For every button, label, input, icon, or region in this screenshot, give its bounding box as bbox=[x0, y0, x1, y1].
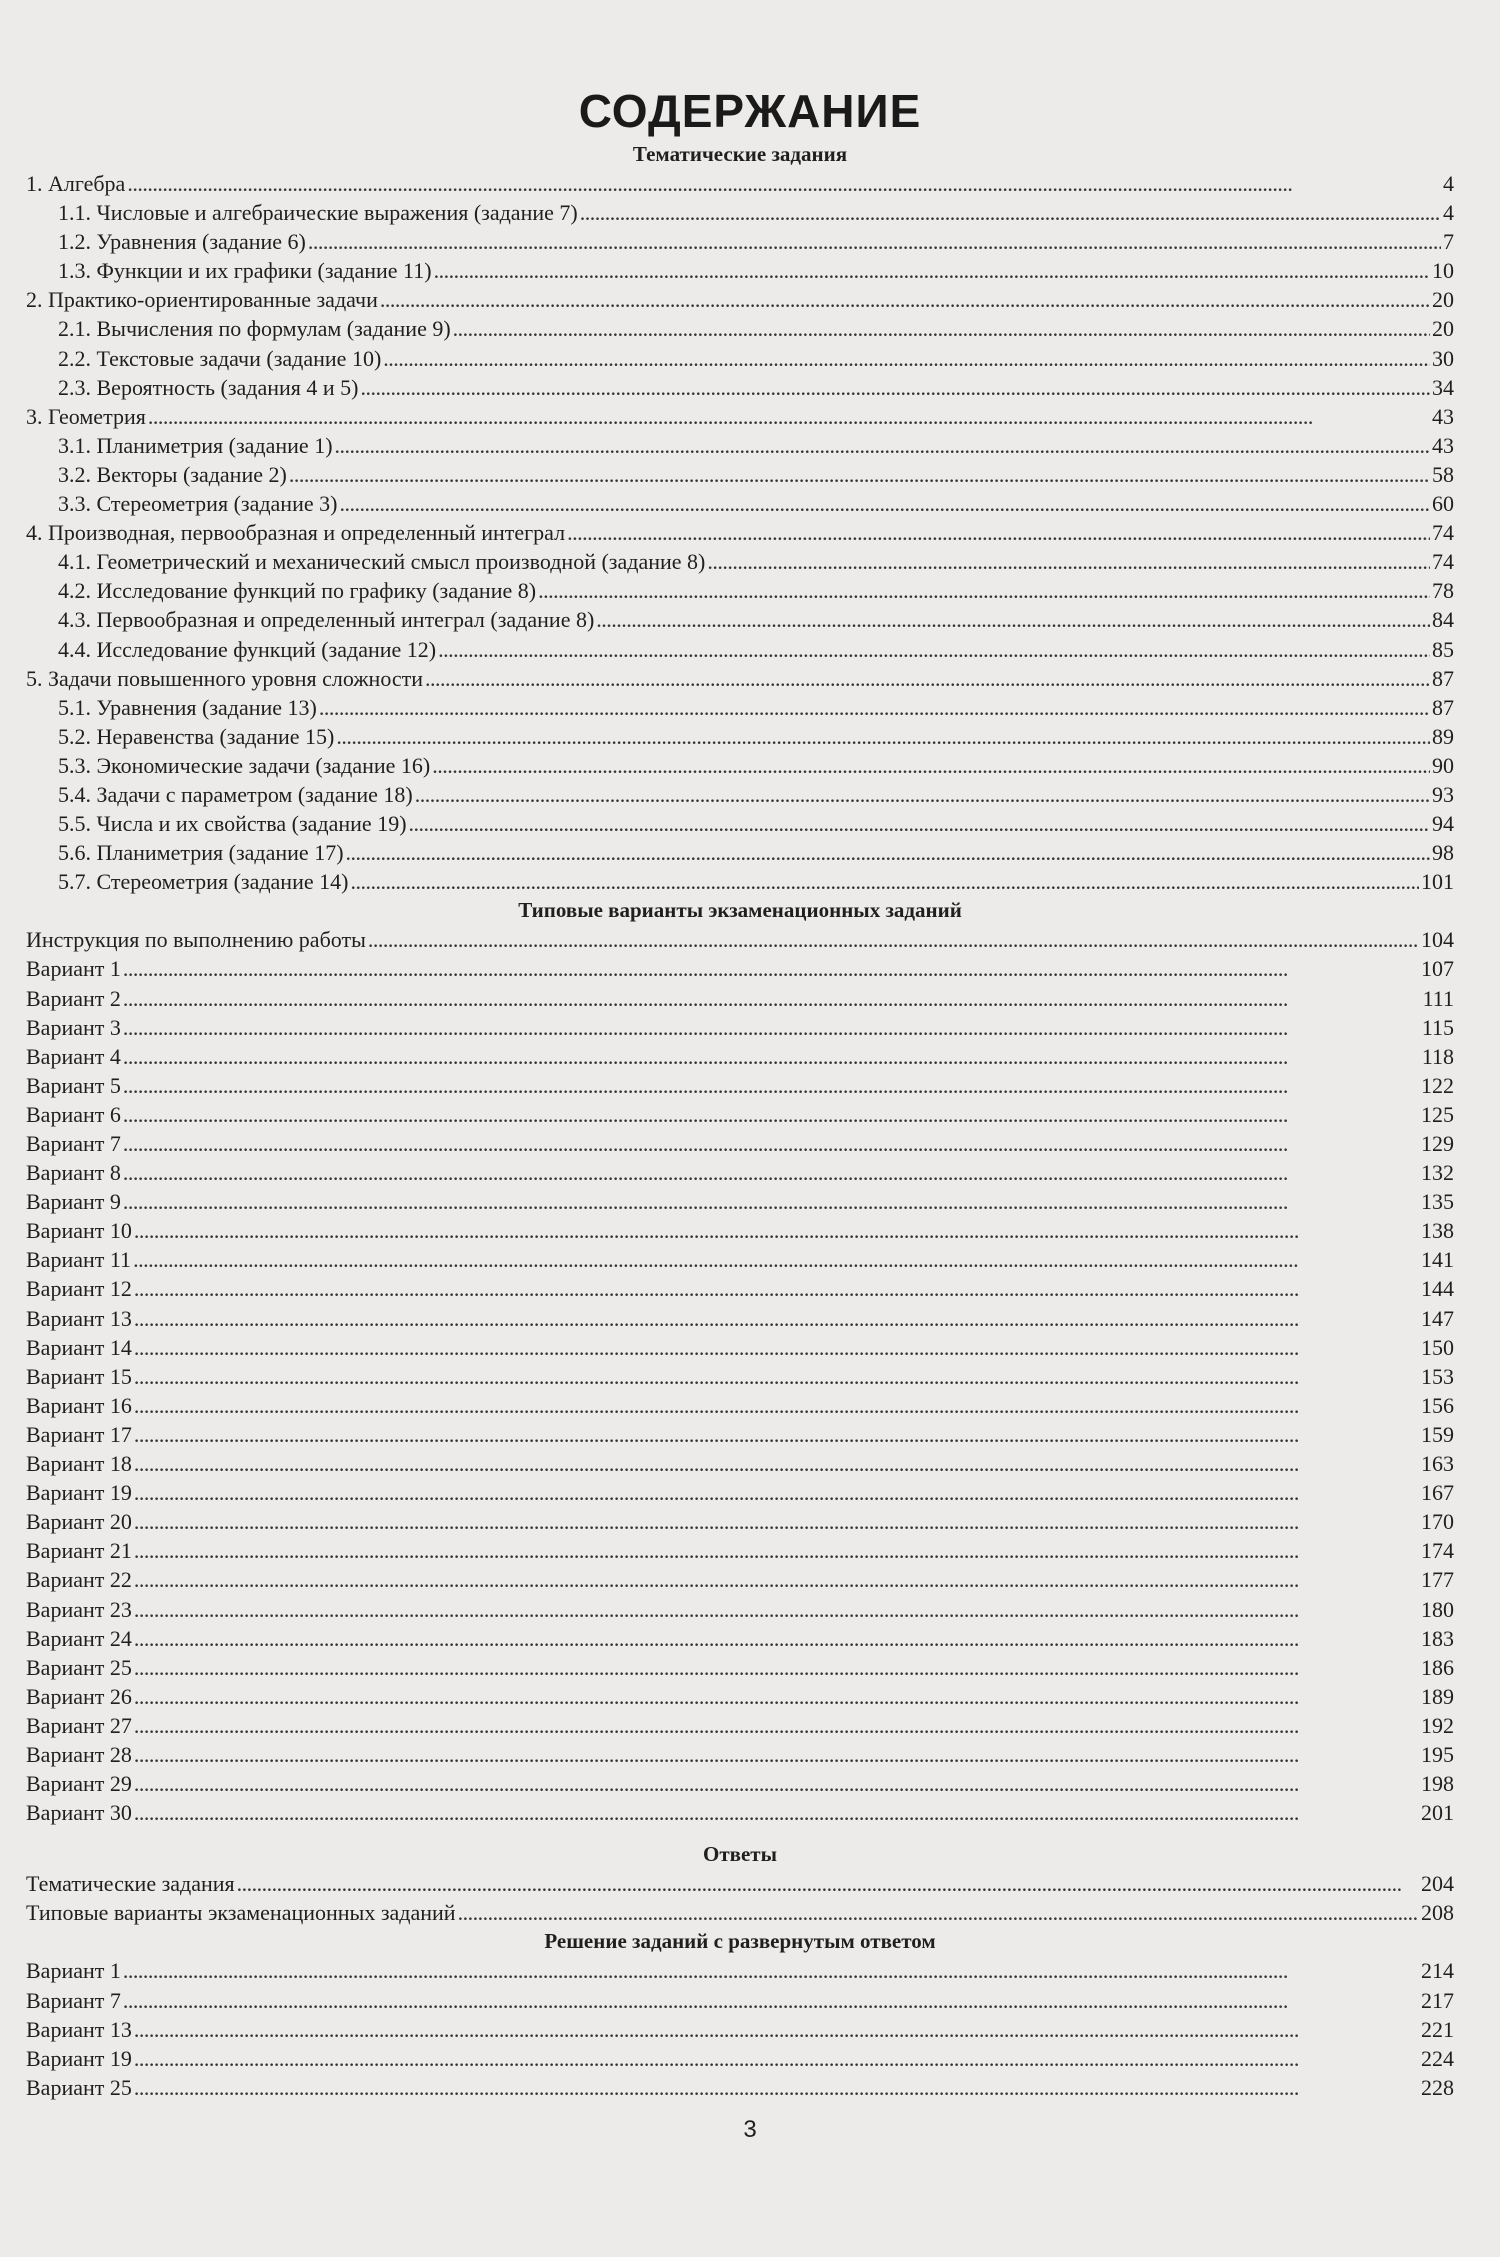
toc-entry-label: Вариант 24 bbox=[26, 1625, 132, 1651]
toc-entry bbox=[26, 1769, 1454, 1798]
dot-leader bbox=[134, 1769, 1419, 1798]
toc-entry bbox=[26, 1216, 1454, 1245]
toc-entry-label: 5.6. Планиметрия (задание 17) bbox=[58, 840, 344, 866]
page-number: 3 bbox=[743, 2116, 757, 2143]
toc-entry-label: 2.3. Вероятность (задания 4 и 5) bbox=[58, 374, 359, 400]
toc-entry-label: Вариант 5 bbox=[26, 1072, 121, 1098]
toc-entry-page: 192 bbox=[1421, 1712, 1454, 1738]
toc-entry-label: 4.3. Первообразная и определенный интеграл (задание 8) bbox=[58, 607, 595, 633]
toc-entry-label: 1. Алгебра bbox=[26, 171, 126, 196]
toc-entry bbox=[26, 635, 1454, 664]
toc-entry-label: 5.1. Уравнения (задание 13) bbox=[58, 694, 317, 720]
toc-entry bbox=[26, 1158, 1454, 1187]
toc-entry-page: 84 bbox=[1432, 607, 1454, 633]
dot-leader bbox=[134, 1362, 1419, 1391]
dot-leader bbox=[134, 1449, 1419, 1478]
toc-entry-label: Вариант 10 bbox=[26, 1218, 132, 1244]
dot-leader bbox=[707, 547, 1430, 576]
toc-entry-label: Вариант 29 bbox=[26, 1771, 132, 1797]
toc-entry-page: 138 bbox=[1421, 1218, 1454, 1244]
toc-entry bbox=[26, 256, 1454, 285]
toc-entry bbox=[26, 1042, 1454, 1071]
toc-entry-page: 144 bbox=[1421, 1276, 1454, 1302]
toc-entry-page: 104 bbox=[1421, 927, 1454, 953]
dot-leader bbox=[289, 460, 1430, 489]
toc-entry bbox=[26, 1536, 1454, 1565]
dot-leader bbox=[134, 1536, 1419, 1565]
toc-entry bbox=[26, 1565, 1454, 1594]
dot-leader bbox=[409, 809, 1430, 838]
toc-entry-page: 93 bbox=[1432, 781, 1454, 807]
dot-leader bbox=[134, 1478, 1419, 1507]
dot-leader bbox=[368, 925, 1419, 954]
section-gap bbox=[26, 1827, 1454, 1840]
toc-entry bbox=[26, 169, 1454, 198]
toc-entry-page: 20 bbox=[1432, 287, 1454, 313]
dot-leader bbox=[538, 576, 1430, 605]
toc-entry-label: Вариант 16 bbox=[26, 1392, 132, 1418]
toc-entry-label: Тематические задания bbox=[26, 1871, 235, 1897]
toc-entry bbox=[26, 809, 1454, 838]
toc-entry bbox=[26, 1100, 1454, 1129]
dot-leader bbox=[415, 780, 1430, 809]
dot-leader bbox=[134, 1565, 1419, 1594]
dot-leader bbox=[308, 227, 1441, 256]
toc-entry-label: Вариант 1 bbox=[26, 1958, 121, 1984]
toc-entry-label: 3.1. Планиметрия (задание 1) bbox=[58, 432, 333, 458]
toc-entry bbox=[26, 1129, 1454, 1158]
dot-leader bbox=[134, 1304, 1419, 1333]
toc-entry-page: 10 bbox=[1432, 258, 1454, 284]
toc-entry-label: Вариант 22 bbox=[26, 1567, 132, 1593]
toc-entry-label: Вариант 17 bbox=[26, 1421, 132, 1447]
dot-leader bbox=[380, 285, 1430, 314]
table-of-contents bbox=[26, 140, 1454, 2102]
toc-entry-label: 5.5. Числа и их свойства (задание 19) bbox=[58, 811, 407, 837]
toc-entry-label: 3.2. Векторы (задание 2) bbox=[58, 461, 287, 487]
toc-entry-page: 118 bbox=[1421, 1043, 1454, 1069]
dot-leader bbox=[335, 431, 1430, 460]
toc-entry-page: 174 bbox=[1421, 1538, 1454, 1564]
toc-entry-page: 147 bbox=[1421, 1305, 1454, 1331]
toc-entry bbox=[26, 489, 1454, 518]
toc-entry-page: 34 bbox=[1432, 374, 1454, 400]
toc-entry-label: 1.3. Функции и их графики (задание 11) bbox=[58, 258, 432, 284]
toc-entry-page: 107 bbox=[1421, 956, 1454, 982]
toc-entry bbox=[26, 722, 1454, 751]
toc-entry-label: Вариант 20 bbox=[26, 1509, 132, 1535]
dot-leader bbox=[134, 1391, 1419, 1420]
toc-entry-label: Вариант 19 bbox=[26, 1480, 132, 1506]
toc-entry-page: 101 bbox=[1421, 869, 1454, 895]
toc-entry-label: Инструкция по выполнению работы bbox=[26, 927, 366, 953]
toc-entry bbox=[26, 373, 1454, 402]
toc-entry-label: 3.3. Стереометрия (задание 3) bbox=[58, 491, 338, 517]
toc-entry bbox=[26, 1391, 1454, 1420]
toc-entry bbox=[26, 402, 1454, 431]
dot-leader bbox=[123, 1042, 1420, 1071]
toc-entry-label: 4. Производная, первообразная и определенный интеграл bbox=[26, 520, 566, 546]
dot-leader bbox=[237, 1869, 1419, 1898]
toc-entry-label: Вариант 28 bbox=[26, 1741, 132, 1767]
toc-entry-label: 4.1. Геометрический и механический смысл производной (задание 8) bbox=[58, 549, 706, 575]
toc-entry bbox=[26, 664, 1454, 693]
toc-entry bbox=[26, 1245, 1454, 1274]
toc-entry-label: Вариант 7 bbox=[26, 1131, 121, 1156]
dot-leader bbox=[134, 2015, 1419, 2044]
dot-leader bbox=[134, 1420, 1419, 1449]
toc-entry-page: 217 bbox=[1421, 1987, 1454, 2013]
dot-leader bbox=[361, 373, 1431, 402]
toc-entry-page: 153 bbox=[1421, 1363, 1454, 1389]
dot-leader bbox=[339, 489, 1430, 518]
toc-entry bbox=[26, 1595, 1454, 1624]
toc-entry bbox=[26, 1711, 1454, 1740]
toc-entry-page: 125 bbox=[1421, 1101, 1454, 1127]
toc-entry-page: 43 bbox=[1432, 403, 1454, 429]
toc-entry bbox=[26, 1478, 1454, 1507]
dot-leader bbox=[596, 605, 1430, 634]
toc-entry-label: Вариант 19 bbox=[26, 2045, 132, 2071]
toc-entry bbox=[26, 984, 1454, 1013]
toc-entry-page: 189 bbox=[1421, 1683, 1454, 1709]
toc-entry-page: 183 bbox=[1421, 1625, 1454, 1651]
toc-entry-label: 5. Задачи повышенного уровня сложности bbox=[26, 665, 424, 691]
toc-entry-label: Типовые варианты экзаменационных заданий bbox=[26, 1900, 456, 1926]
toc-entry-label: Вариант 2 bbox=[26, 985, 121, 1011]
dot-leader bbox=[134, 1653, 1419, 1682]
toc-entry-label: Вариант 11 bbox=[26, 1247, 132, 1273]
toc-entry-label: Вариант 9 bbox=[26, 1189, 121, 1215]
toc-entry bbox=[26, 344, 1454, 373]
toc-entry-label: Вариант 21 bbox=[26, 1538, 132, 1564]
toc-entry-label: 5.2. Неравенства (задание 15) bbox=[58, 723, 335, 749]
toc-entry bbox=[26, 1798, 1454, 1827]
toc-entry-label: Вариант 25 bbox=[26, 2074, 132, 2100]
toc-entry-page: 85 bbox=[1432, 636, 1454, 662]
dot-leader bbox=[134, 1798, 1419, 1827]
toc-entry-page: 74 bbox=[1432, 520, 1454, 546]
toc-entry bbox=[26, 1898, 1454, 1927]
toc-entry-page: 60 bbox=[1432, 491, 1454, 517]
dot-leader bbox=[123, 1071, 1419, 1100]
dot-leader bbox=[123, 1129, 1419, 1158]
dot-leader bbox=[580, 198, 1441, 227]
dot-leader bbox=[134, 2073, 1419, 2102]
toc-entry-label: Вариант 18 bbox=[26, 1451, 132, 1477]
toc-entry bbox=[26, 605, 1454, 634]
dot-leader bbox=[133, 1245, 1419, 1274]
dot-leader bbox=[383, 344, 1430, 373]
toc-entry-page: 74 bbox=[1432, 549, 1454, 575]
toc-entry-label: Вариант 25 bbox=[26, 1654, 132, 1680]
toc-entry-page: 221 bbox=[1421, 2016, 1454, 2042]
toc-entry-label: Вариант 30 bbox=[26, 1800, 132, 1826]
toc-entry-label: 1.2. Уравнения (задание 6) bbox=[58, 229, 306, 255]
toc-entry-page: 208 bbox=[1421, 1900, 1454, 1926]
dot-leader bbox=[425, 664, 1430, 693]
toc-entry-label: 5.4. Задачи с параметром (задание 18) bbox=[58, 781, 413, 807]
toc-entry bbox=[26, 1362, 1454, 1391]
toc-entry bbox=[26, 1869, 1454, 1898]
toc-entry bbox=[26, 1187, 1454, 1216]
dot-leader bbox=[123, 1100, 1419, 1129]
toc-entry bbox=[26, 431, 1454, 460]
toc-entry-page: 87 bbox=[1432, 665, 1454, 691]
toc-entry-label: 4.2. Исследование функций по графику (задание 8) bbox=[58, 578, 537, 604]
toc-entry-page: 129 bbox=[1421, 1131, 1454, 1156]
toc-entry bbox=[26, 1333, 1454, 1362]
dot-leader bbox=[438, 635, 1430, 664]
toc-entry bbox=[26, 227, 1454, 256]
toc-entry-page: 150 bbox=[1421, 1334, 1454, 1360]
toc-entry-page: 195 bbox=[1421, 1741, 1454, 1767]
toc-entry bbox=[26, 1071, 1454, 1100]
toc-entry bbox=[26, 751, 1454, 780]
toc-entry-page: 30 bbox=[1432, 345, 1454, 371]
dot-leader bbox=[134, 1507, 1419, 1536]
toc-entry-label: 5.3. Экономические задачи (задание 16) bbox=[58, 752, 431, 778]
dot-leader bbox=[453, 314, 1430, 343]
toc-entry-label: 1.1. Числовые и алгебраические выражения (задание 7) bbox=[58, 200, 578, 226]
toc-entry bbox=[26, 780, 1454, 809]
toc-entry-label: Вариант 3 bbox=[26, 1014, 121, 1040]
dot-leader bbox=[458, 1898, 1419, 1927]
dot-leader bbox=[350, 867, 1419, 896]
toc-entry-page: 204 bbox=[1421, 1871, 1454, 1897]
toc-entry-page: 156 bbox=[1421, 1392, 1454, 1418]
toc-entry bbox=[26, 2044, 1454, 2073]
toc-entry-page: 180 bbox=[1421, 1596, 1454, 1622]
toc-entry bbox=[26, 1304, 1454, 1333]
dot-leader bbox=[134, 1216, 1419, 1245]
dot-leader bbox=[346, 838, 1430, 867]
dot-leader bbox=[134, 1274, 1419, 1303]
toc-entry-label: 2. Практико-ориентированные задачи bbox=[26, 287, 378, 313]
toc-entry-label: Вариант 4 bbox=[26, 1043, 121, 1069]
dot-leader bbox=[134, 1682, 1419, 1711]
toc-entry-page: 214 bbox=[1421, 1958, 1454, 1984]
dot-leader bbox=[434, 256, 1430, 285]
toc-entry bbox=[26, 867, 1454, 896]
toc-entry-label: Вариант 13 bbox=[26, 2016, 132, 2042]
toc-entry-label: Вариант 15 bbox=[26, 1363, 132, 1389]
toc-entry bbox=[26, 1274, 1454, 1303]
toc-entry-page: 163 bbox=[1421, 1451, 1454, 1477]
toc-entry-label: Вариант 13 bbox=[26, 1305, 132, 1331]
toc-entry bbox=[26, 1653, 1454, 1682]
toc-entry-label: 5.7. Стереометрия (задание 14) bbox=[58, 869, 349, 895]
toc-entry-page: 94 bbox=[1432, 811, 1454, 837]
toc-entry-page: 159 bbox=[1421, 1421, 1454, 1447]
toc-entry-page: 167 bbox=[1421, 1480, 1454, 1506]
toc-entry bbox=[26, 518, 1454, 547]
dot-leader bbox=[127, 169, 1441, 198]
toc-entry-label: Вариант 8 bbox=[26, 1160, 121, 1186]
toc-entry-page: 115 bbox=[1421, 1014, 1454, 1040]
toc-entry-page: 87 bbox=[1432, 694, 1454, 720]
page-title: СОДЕРЖАНИЕ bbox=[578, 85, 922, 137]
toc-entry-page: 170 bbox=[1421, 1509, 1454, 1535]
section-heading: Тематические задания bbox=[632, 142, 848, 166]
toc-entry-page: 7 bbox=[1443, 229, 1454, 255]
toc-entry-page: 98 bbox=[1432, 840, 1454, 866]
dot-leader bbox=[134, 1624, 1419, 1653]
toc-entry-page: 20 bbox=[1432, 316, 1454, 342]
dot-leader bbox=[134, 1333, 1419, 1362]
toc-entry-page: 198 bbox=[1421, 1771, 1454, 1797]
toc-entry-page: 186 bbox=[1421, 1654, 1454, 1680]
toc-entry bbox=[26, 576, 1454, 605]
toc-entry-label: Вариант 23 bbox=[26, 1596, 132, 1622]
toc-entry-label: Вариант 12 bbox=[26, 1276, 132, 1302]
toc-entry bbox=[26, 954, 1454, 983]
toc-entry bbox=[26, 1449, 1454, 1478]
toc-entry bbox=[26, 314, 1454, 343]
dot-leader bbox=[123, 1187, 1419, 1216]
dot-leader bbox=[123, 1013, 1420, 1042]
toc-entry-page: 58 bbox=[1432, 461, 1454, 487]
toc-entry bbox=[26, 1624, 1454, 1653]
toc-entry bbox=[26, 693, 1454, 722]
dot-leader bbox=[336, 722, 1430, 751]
toc-entry-page: 132 bbox=[1421, 1160, 1454, 1186]
toc-entry-label: Вариант 1 bbox=[26, 956, 121, 982]
dot-leader bbox=[123, 1956, 1419, 1985]
toc-entry-page: 228 bbox=[1421, 2074, 1454, 2100]
dot-leader bbox=[134, 1740, 1419, 1769]
toc-entry-page: 43 bbox=[1432, 432, 1454, 458]
toc-entry bbox=[26, 460, 1454, 489]
dot-leader bbox=[123, 954, 1419, 983]
toc-entry bbox=[26, 1740, 1454, 1769]
toc-entry bbox=[26, 1507, 1454, 1536]
toc-entry-page: 111 bbox=[1422, 985, 1454, 1011]
toc-entry-label: Вариант 6 bbox=[26, 1101, 121, 1127]
toc-entry bbox=[26, 2015, 1454, 2044]
section-heading: Ответы bbox=[702, 1842, 778, 1867]
toc-entry-label: 2.2. Текстовые задачи (задание 10) bbox=[58, 345, 382, 371]
toc-entry bbox=[26, 2073, 1454, 2102]
toc-entry-page: 141 bbox=[1421, 1247, 1454, 1273]
toc-entry bbox=[26, 547, 1454, 576]
dot-leader bbox=[148, 402, 1430, 431]
toc-entry bbox=[26, 925, 1454, 954]
toc-entry-page: 177 bbox=[1421, 1567, 1454, 1593]
toc-entry-label: 4.4. Исследование функций (задание 12) bbox=[58, 636, 437, 662]
toc-entry-page: 4 bbox=[1443, 171, 1454, 196]
section-heading: Решение заданий с развернутым ответом bbox=[544, 1929, 936, 1954]
toc-entry bbox=[26, 1956, 1454, 1985]
toc-entry-page: 4 bbox=[1443, 200, 1454, 226]
toc-entry-label: 2.1. Вычисления по формулам (задание 9) bbox=[58, 316, 451, 342]
dot-leader bbox=[123, 1158, 1419, 1187]
toc-entry-label: Вариант 7 bbox=[26, 1987, 121, 2013]
toc-entry bbox=[26, 1013, 1454, 1042]
section-heading: Типовые варианты экзаменационных заданий bbox=[518, 898, 962, 923]
dot-leader bbox=[134, 2044, 1419, 2073]
dot-leader bbox=[123, 1986, 1419, 2015]
dot-leader bbox=[319, 693, 1430, 722]
toc-entry-label: Вариант 27 bbox=[26, 1712, 132, 1738]
toc-entry-page: 224 bbox=[1421, 2045, 1454, 2071]
toc-entry-label: 3. Геометрия bbox=[26, 403, 146, 429]
toc-entry-page: 135 bbox=[1421, 1189, 1454, 1215]
toc-entry bbox=[26, 285, 1454, 314]
toc-entry-page: 122 bbox=[1421, 1072, 1454, 1098]
toc-entry bbox=[26, 1682, 1454, 1711]
toc-entry bbox=[26, 198, 1454, 227]
dot-leader bbox=[567, 518, 1430, 547]
toc-entry bbox=[26, 1420, 1454, 1449]
dot-leader bbox=[134, 1595, 1419, 1624]
toc-entry bbox=[26, 1986, 1454, 2015]
toc-entry-page: 201 bbox=[1421, 1800, 1454, 1826]
toc-entry-label: Вариант 14 bbox=[26, 1334, 132, 1360]
toc-entry-page: 89 bbox=[1432, 723, 1454, 749]
toc-entry-page: 78 bbox=[1432, 578, 1454, 604]
toc-entry bbox=[26, 838, 1454, 867]
dot-leader bbox=[123, 984, 1421, 1013]
dot-leader bbox=[134, 1711, 1419, 1740]
toc-entry-page: 90 bbox=[1432, 752, 1454, 778]
toc-entry-label: Вариант 26 bbox=[26, 1683, 132, 1709]
dot-leader bbox=[432, 751, 1430, 780]
